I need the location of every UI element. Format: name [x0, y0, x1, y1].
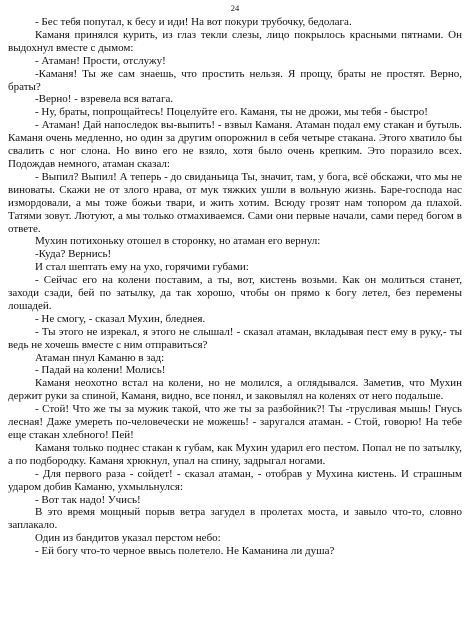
paragraph: Каманя только поднес стакан к губам, как Мухин ударил его пестом. Попал не по затылку, а по подбородку. Каманя хрюкнул, упал на спину, задрыгал ногами. [8, 441, 462, 467]
page-number: 24 [230, 3, 240, 13]
paragraph: - Для первого раза - сойдет! - сказал атаман, - отобрав у Мухина кистень. И страшным ударом добив Каманю, ухмыльнулся: [8, 467, 462, 493]
paragraph: - Стой! Что же ты за мужик такой, что же ты за разбойник?! Ты -трусливая мышь! Гнусь лесная! Даже умереть по-человечески не можешь! - заругался атаман. - Стой, говорю! На тебе еще стакан хлебного! Пей! [8, 403, 462, 441]
paragraph: Один из бандитов указал перстом небо: [35, 532, 221, 545]
paragraph: - Падай на колени! Молись! [35, 364, 166, 377]
paragraph: - Вот так надо! Учись! [35, 493, 141, 506]
paragraph: - Атаман! Прости, отслужу! [35, 54, 166, 67]
paragraph: - Ей богу что-то черное ввысь полетело. Не Каманина ли душа? [35, 545, 335, 558]
paragraph: - Ты этого не изрекал, я этого не слышал! - сказал атаман, вкладывая пест ему в руку,- ты ведь не хочешь вместе с ним отправиться? [8, 325, 462, 351]
paragraph: -Куда? Вернись! [35, 248, 112, 261]
paragraph: Каманя принялся курить, из глаз текли слезы, лицо покрылось красными пятнами. Он выдохнул вместе с дымом: [8, 28, 462, 54]
paragraph: И стал шептать ему на ухо, горячими губами: [35, 261, 249, 274]
paragraph: Каманя неохотно встал на колени, но не молился, а оглядывался. Заметив, что Мухин держит руки за спиной, Каманя, видно, все понял, и заковылял на коленях от него подальше. [8, 377, 462, 403]
paragraph: Мухин потихоньку отошел в сторонку, но атаман его вернул: [35, 235, 321, 248]
paragraph: Атаман пнул Каманю в зад: [35, 351, 165, 364]
paragraph: - Бес тебя попутал, к бесу и иди! На вот покури трубочку, бедолага. [35, 16, 352, 28]
body-text [8, 16, 462, 558]
paragraph: - Не смогу, - сказал Мухин, бледнея. [35, 312, 206, 325]
paragraph: В это время мощный порыв ветра загудел в пролетах моста, и завыло что-то, словно заплакало. [8, 506, 462, 532]
paragraph: - Ну, браты, попрощайтесь! Поцелуйте его. Каманя, ты не дрожи, мы тебя - быстро! [35, 106, 428, 119]
paragraph: -Верно! - взревела вся ватага. [35, 93, 174, 106]
paragraph: - Атаман! Дай напоследок вы-выпить! - взвыл Каманя. Атаман подал ему стакан и бутыль. Каманя очень медленно, но один за другим опорожнил в себя четыре стакана. Этого хватило бы свалить с ног слона. Но вино его не взяло, хотя было очень крепким. Это поразило всех. Подождав немного, атаман сказал: [8, 119, 462, 170]
paragraph: - Сейчас его на колени поставим, а ты, вот, кистень возьми. Как он молиться станет, заходи сзади, бей по затылку, да так хорошо, чтобы он прямо к богу летел, без перемены лошадей. [8, 274, 462, 312]
paragraph: -Каманя! Ты же сам знаешь, что простить нельзя. Я прощу, браты не простят. Верно, браты? [8, 67, 462, 93]
paragraph: - Выпил? Выпил! А теперь - до свиданьица Ты, значит, там, у бога, всё обскажи, что мы не виноваты. Скажи не от злого нрава, от мук тяжких ушли в вольную жизнь. Баре-господа нас измордовали, а мы тоже божьи твари, и жить хотим. Всюду грозят нам топором да плахой. Татями зовут. Лютуют, а мы только отмахиваемся. Сами они первые начали, сами перед богом в ответе. [8, 170, 462, 235]
